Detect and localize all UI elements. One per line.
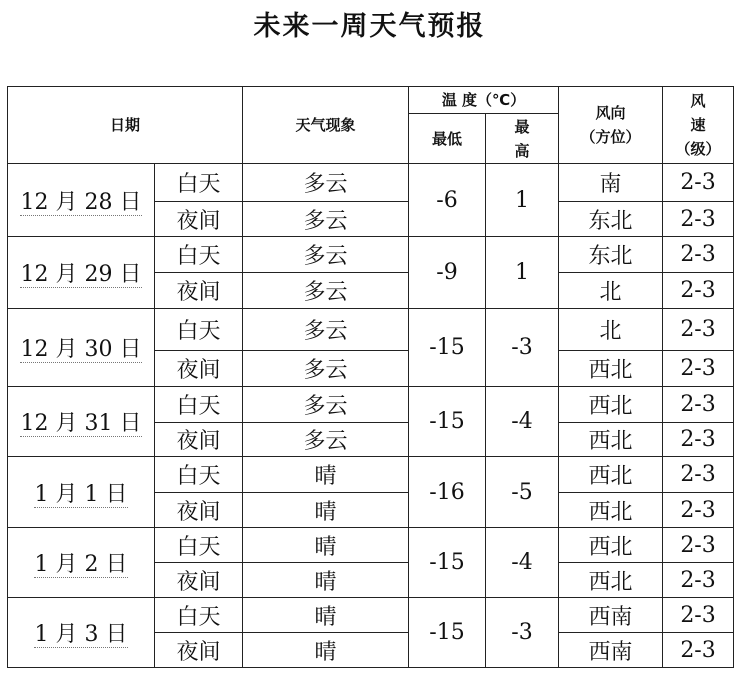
date-text: 12 月 28 日 (20, 189, 142, 215)
weather-cell: 晴 (243, 598, 409, 633)
weather-cell: 多云 (243, 309, 409, 351)
temp-max-cell: -4 (486, 528, 559, 598)
weather-cell: 晴 (243, 563, 409, 598)
temp-min-cell: -6 (409, 164, 486, 237)
date-text: 1 月 3 日 (34, 622, 128, 647)
period-cell: 白天 (155, 309, 243, 351)
wind-direction-cell: 西北 (559, 351, 663, 387)
table-row (8, 598, 734, 633)
temp-min-cell: -15 (409, 598, 486, 668)
temp-min-cell: -15 (409, 528, 486, 598)
period-cell: 夜间 (155, 563, 243, 598)
weather-cell: 多云 (243, 387, 409, 423)
header-temp-max-line1: 最 (514, 117, 530, 136)
header-weather: 天气现象 (243, 87, 409, 164)
period-cell: 白天 (155, 457, 243, 493)
header-date: 日期 (8, 87, 243, 164)
temp-min-cell: -9 (409, 237, 486, 309)
weather-cell: 晴 (243, 633, 409, 668)
wind-direction-cell: 西北 (559, 493, 663, 528)
temp-max-cell: -3 (486, 309, 559, 387)
wind-direction-cell: 西南 (559, 633, 663, 668)
period-cell: 夜间 (155, 493, 243, 528)
table-row (8, 457, 734, 493)
period-cell: 夜间 (155, 202, 243, 237)
wind-speed-cell: 2-3 (663, 598, 734, 633)
period-cell: 白天 (155, 528, 243, 563)
temp-max-cell: -3 (486, 598, 559, 668)
header-wind-direction (559, 87, 663, 164)
weather-cell: 晴 (243, 493, 409, 528)
period-cell: 白天 (155, 598, 243, 633)
wind-speed-cell: 2-3 (663, 273, 734, 309)
temp-max-cell: -4 (486, 387, 559, 457)
date-text: 12 月 31 日 (20, 411, 142, 436)
date-text: 12 月 30 日 (20, 337, 142, 362)
wind-direction-cell: 西北 (559, 457, 663, 493)
header-wind-direction-line2: （方位） (580, 128, 641, 146)
period-cell: 白天 (155, 387, 243, 423)
wind-speed-cell: 2-3 (663, 351, 734, 387)
weather-cell: 多云 (243, 237, 409, 273)
wind-direction-cell: 西北 (559, 563, 663, 598)
date-cell (8, 387, 155, 457)
table-row (8, 164, 734, 202)
wind-direction-cell: 西南 (559, 598, 663, 633)
weather-cell: 晴 (243, 457, 409, 493)
header-wind-speed-line2: 速 (690, 116, 706, 134)
wind-speed-cell: 2-3 (663, 237, 734, 273)
wind-direction-cell: 东北 (559, 202, 663, 237)
wind-direction-cell: 西北 (559, 423, 663, 457)
wind-speed-cell: 2-3 (663, 309, 734, 351)
temp-min-cell: -15 (409, 387, 486, 457)
date-text: 1 月 2 日 (34, 552, 128, 577)
wind-speed-cell: 2-3 (663, 387, 734, 423)
header-temp-max (486, 114, 559, 164)
wind-speed-cell: 2-3 (663, 164, 734, 202)
wind-direction-cell: 西北 (559, 387, 663, 423)
date-cell (8, 237, 155, 309)
table-row (8, 237, 734, 273)
period-cell: 夜间 (155, 633, 243, 668)
table-row (8, 309, 734, 351)
page-title: 未来一周天气预报 (253, 11, 486, 42)
date-text: 12 月 29 日 (20, 262, 142, 287)
weather-cell: 多云 (243, 351, 409, 387)
temp-max-cell: 1 (486, 237, 559, 309)
date-text: 1 月 1 日 (34, 481, 128, 507)
temp-min-cell: -16 (409, 457, 486, 528)
header-temperature: 温 度（℃） (409, 87, 559, 114)
header-wind-speed-line3: （级） (675, 140, 721, 158)
wind-direction-cell: 西北 (559, 528, 663, 563)
wind-speed-cell: 2-3 (663, 563, 734, 598)
table-row (8, 387, 734, 423)
period-cell: 夜间 (155, 423, 243, 457)
header-temp-min: 最低 (409, 114, 486, 164)
wind-speed-cell: 2-3 (663, 633, 734, 668)
table-row (8, 528, 734, 563)
period-cell: 夜间 (155, 273, 243, 309)
date-cell (8, 528, 155, 598)
wind-speed-cell: 2-3 (663, 528, 734, 563)
weather-cell: 多云 (243, 273, 409, 309)
forecast-table (7, 86, 734, 668)
wind-speed-cell: 2-3 (663, 202, 734, 237)
period-cell: 夜间 (155, 351, 243, 387)
header-wind-speed-line1: 风 (690, 92, 706, 110)
date-cell (8, 309, 155, 387)
temp-max-cell: 1 (486, 164, 559, 237)
wind-speed-cell: 2-3 (663, 493, 734, 528)
date-cell (8, 164, 155, 237)
period-cell: 白天 (155, 164, 243, 202)
header-wind-direction-line1: 风向 (595, 104, 626, 122)
weather-cell: 多云 (243, 164, 409, 202)
header-wind-speed (663, 87, 734, 164)
date-cell (8, 598, 155, 668)
weather-cell: 多云 (243, 202, 409, 237)
wind-direction-cell: 南 (559, 164, 663, 202)
temp-max-cell: -5 (486, 457, 559, 528)
date-cell (8, 457, 155, 528)
weather-cell: 晴 (243, 528, 409, 563)
period-cell: 白天 (155, 237, 243, 273)
wind-direction-cell: 北 (559, 273, 663, 309)
weather-cell: 多云 (243, 423, 409, 457)
wind-speed-cell: 2-3 (663, 457, 734, 493)
temp-min-cell: -15 (409, 309, 486, 387)
wind-speed-cell: 2-3 (663, 423, 734, 457)
header-temp-max-line2: 高 (514, 141, 530, 160)
wind-direction-cell: 北 (559, 309, 663, 351)
forecast-body (8, 164, 734, 668)
wind-direction-cell: 东北 (559, 237, 663, 273)
